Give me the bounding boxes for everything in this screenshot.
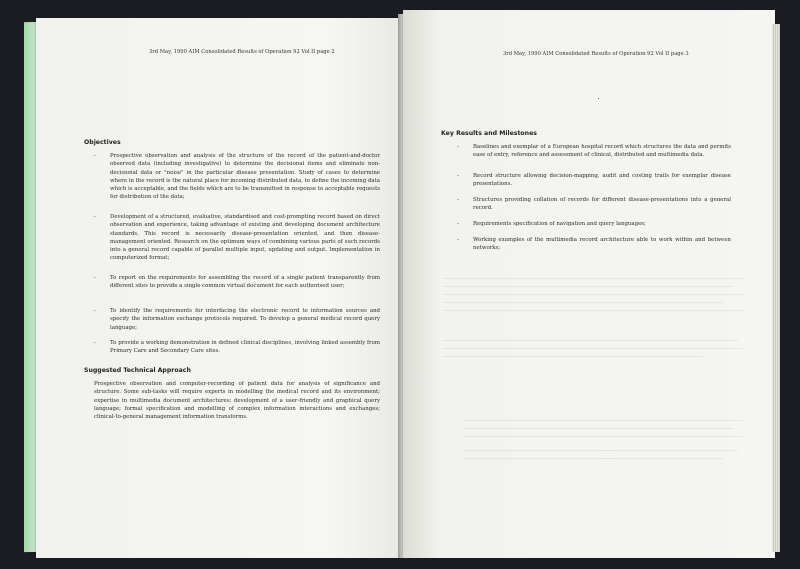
key-result-item-4: - Requirements specification of navigation and query languages;	[457, 221, 646, 227]
key-result-item-2: - Record structure allowing decision-mapping, audit and costing trails for exemplar disease presentations.	[457, 173, 731, 188]
show-through-line	[463, 458, 723, 459]
show-through-line	[443, 294, 743, 295]
objective-item-2: - Development of a structured, evaluative, standardised and cost-prompting record based on direct observation and experience, taking advantage of existing and developing document architecture standards. This record is necessarily disease-presentation oriented, and then disease-management oriented. Research on the optimum ways of combining various parts of such records into a general record capable of parallel multiple input, updating and output. Implementation in computerized format;	[94, 214, 380, 262]
key-result-item-3: - Structures providing collation of records for different disease-presentations into a general record.	[457, 197, 731, 212]
page-speck	[598, 98, 599, 99]
show-through-line	[463, 428, 733, 429]
show-through-line	[443, 302, 723, 303]
left-page	[36, 18, 402, 558]
objectives-heading: Objectives	[84, 139, 121, 146]
left-page-header: 3rd May, 1990 AIM Consolidated Results of Operation 92 Vol II page 2	[149, 49, 335, 55]
right-page-header: 3rd May, 1990 AIM Consolidated Results of Operation 92 Vol II page 3	[503, 51, 689, 57]
show-through-line	[443, 278, 743, 279]
objective-item-1: - Prospective observation and analysis of the structure of the record of the patient-and-doctor observed data (including investigative) to determine the decisional items and eliminate non-decisional data or "noise" in the particular disease presentation. Study of cases to determine where in the record is the natural place for incoming distributed data, to define the incoming data which is acceptable, and the fields which are to be transmitted in response to acceptable requests for distribution of the data;	[94, 153, 380, 201]
show-through-line	[443, 356, 703, 357]
key-results-heading: Key Results and Milestones	[441, 130, 537, 137]
show-through-line	[463, 436, 743, 437]
objective-item-3: - To report on the requirements for assembling the record of a single patient transparently from different sites to provide a single common virtual document for each authorised user;	[94, 275, 380, 290]
technical-approach-heading: Suggested Technical Approach	[84, 367, 191, 374]
right-page-stack	[772, 24, 780, 552]
show-through-line	[463, 420, 743, 421]
right-page	[403, 10, 775, 558]
show-through-line	[443, 310, 743, 311]
show-through-line	[443, 348, 743, 349]
show-through-line	[443, 340, 738, 341]
technical-approach-text: Prospective observation and computer-recording of patient data for analysis of significance and structure. Some sub-tasks will require experts in modelling the medical record and its environment; expertise in multimedia document architectures; development of a user-friendly and graphical query language; formal specification and modelling of complex information interactions and exchanges; clinical-to-general management information transforms.	[94, 381, 380, 421]
key-result-item-5: - Working examples of the multimedia record architecture able to work within and between networks;	[457, 237, 731, 252]
objective-item-5: - To provide a working demonstration in defined clinical disciplines, involving linked assembly from Primary Care and Secondary Care sites.	[94, 340, 380, 355]
show-through-line	[443, 286, 733, 287]
show-through-line	[463, 450, 738, 451]
key-result-item-1: - Baselines and exemplar of a European hospital record which structures the data and permits ease of entry, reference and assessment of clinical, distributed and multimedia data.	[457, 144, 731, 159]
objective-item-4: - To identify the requirements for interfacing the electronic record to information sources and specify the information exchange protocols required. To develop a general medical record query language;	[94, 308, 380, 331]
